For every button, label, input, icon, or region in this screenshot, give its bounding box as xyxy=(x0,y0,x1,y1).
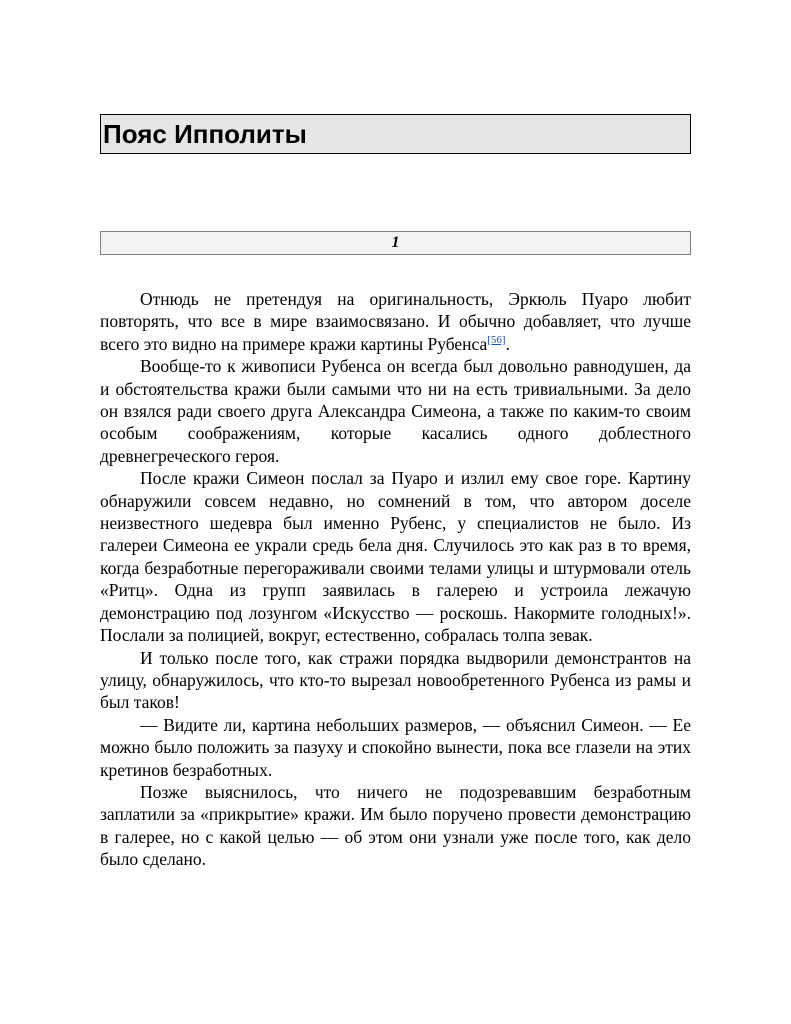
paragraph-text: Позже выяснилось, что ничего не подозревавшим безработным заплатили за «прикрытие» кражи. Им было поручено провести демонстрацию в галерее, но с какой целью — об этом они узнали уже после того, как дело было сделано. xyxy=(100,781,691,870)
title-box xyxy=(100,114,691,154)
paragraph-text: — Видите ли, картина небольших размеров, — объяснил Симеон. — Ее можно было положить за пазуху и спокойно вынести, пока все глазели на этих кретинов безработных. xyxy=(100,714,691,780)
paragraph-text: Вообще-то к живописи Рубенса он всегда был довольно равнодушен, да и обстоятельства кражи были самыми что ни на есть тривиальными. За дело он взялся ради своего друга Александра Симеона, а также по каким-то своим особым соображениям, которые касались одного доблестного древнегреческого героя. xyxy=(100,356,691,466)
body-text xyxy=(100,288,691,871)
chapter-heading-box xyxy=(100,231,691,255)
footnote-link[interactable]: [56] xyxy=(487,333,506,346)
paragraph-text: И только после того, как стражи порядка выдворили демонстрантов на улицу, обнаружилось, что кто-то вырезал новообретенного Рубенса из рамы и был таков! xyxy=(100,647,691,713)
paragraph xyxy=(100,355,691,467)
paragraph-text: После кражи Симеон послал за Пуаро и излил ему свое горе. Картину обнаружили совсем недавно, но сомнений в том, что автором доселе неизвестного шедевра был именно Рубенс, у специалистов не было. Из галереи Симеона ее украли средь бела дня. Случилось это как раз в то время, когда безработные перегораживали своими телами улицы и штурмовали отель «Ритц». Одна из групп заявилась в галерею и устроила лежачую демонстрацию под лозунгом «Искусство — роскошь. Накормите голодных!». Послали за полицией, вокруг, естественно, собралась толпа зевак. xyxy=(100,468,691,646)
paragraph xyxy=(100,647,691,714)
paragraph xyxy=(100,781,691,871)
paragraph xyxy=(100,714,691,781)
page-title: Пояс Ипполиты xyxy=(103,119,307,149)
paragraph-text-tail: . xyxy=(505,333,510,354)
chapter-number: 1 xyxy=(391,234,400,251)
paragraph xyxy=(100,467,691,646)
paragraph-text: Отнюдь не претендуя на оригинальность, Эркюль Пуаро любит повторять, что все в мире взаимосвязано. И обычно добавляет, что лучше всего это видно на примере кражи картины Рубенса xyxy=(100,289,691,354)
paragraph xyxy=(100,288,691,355)
